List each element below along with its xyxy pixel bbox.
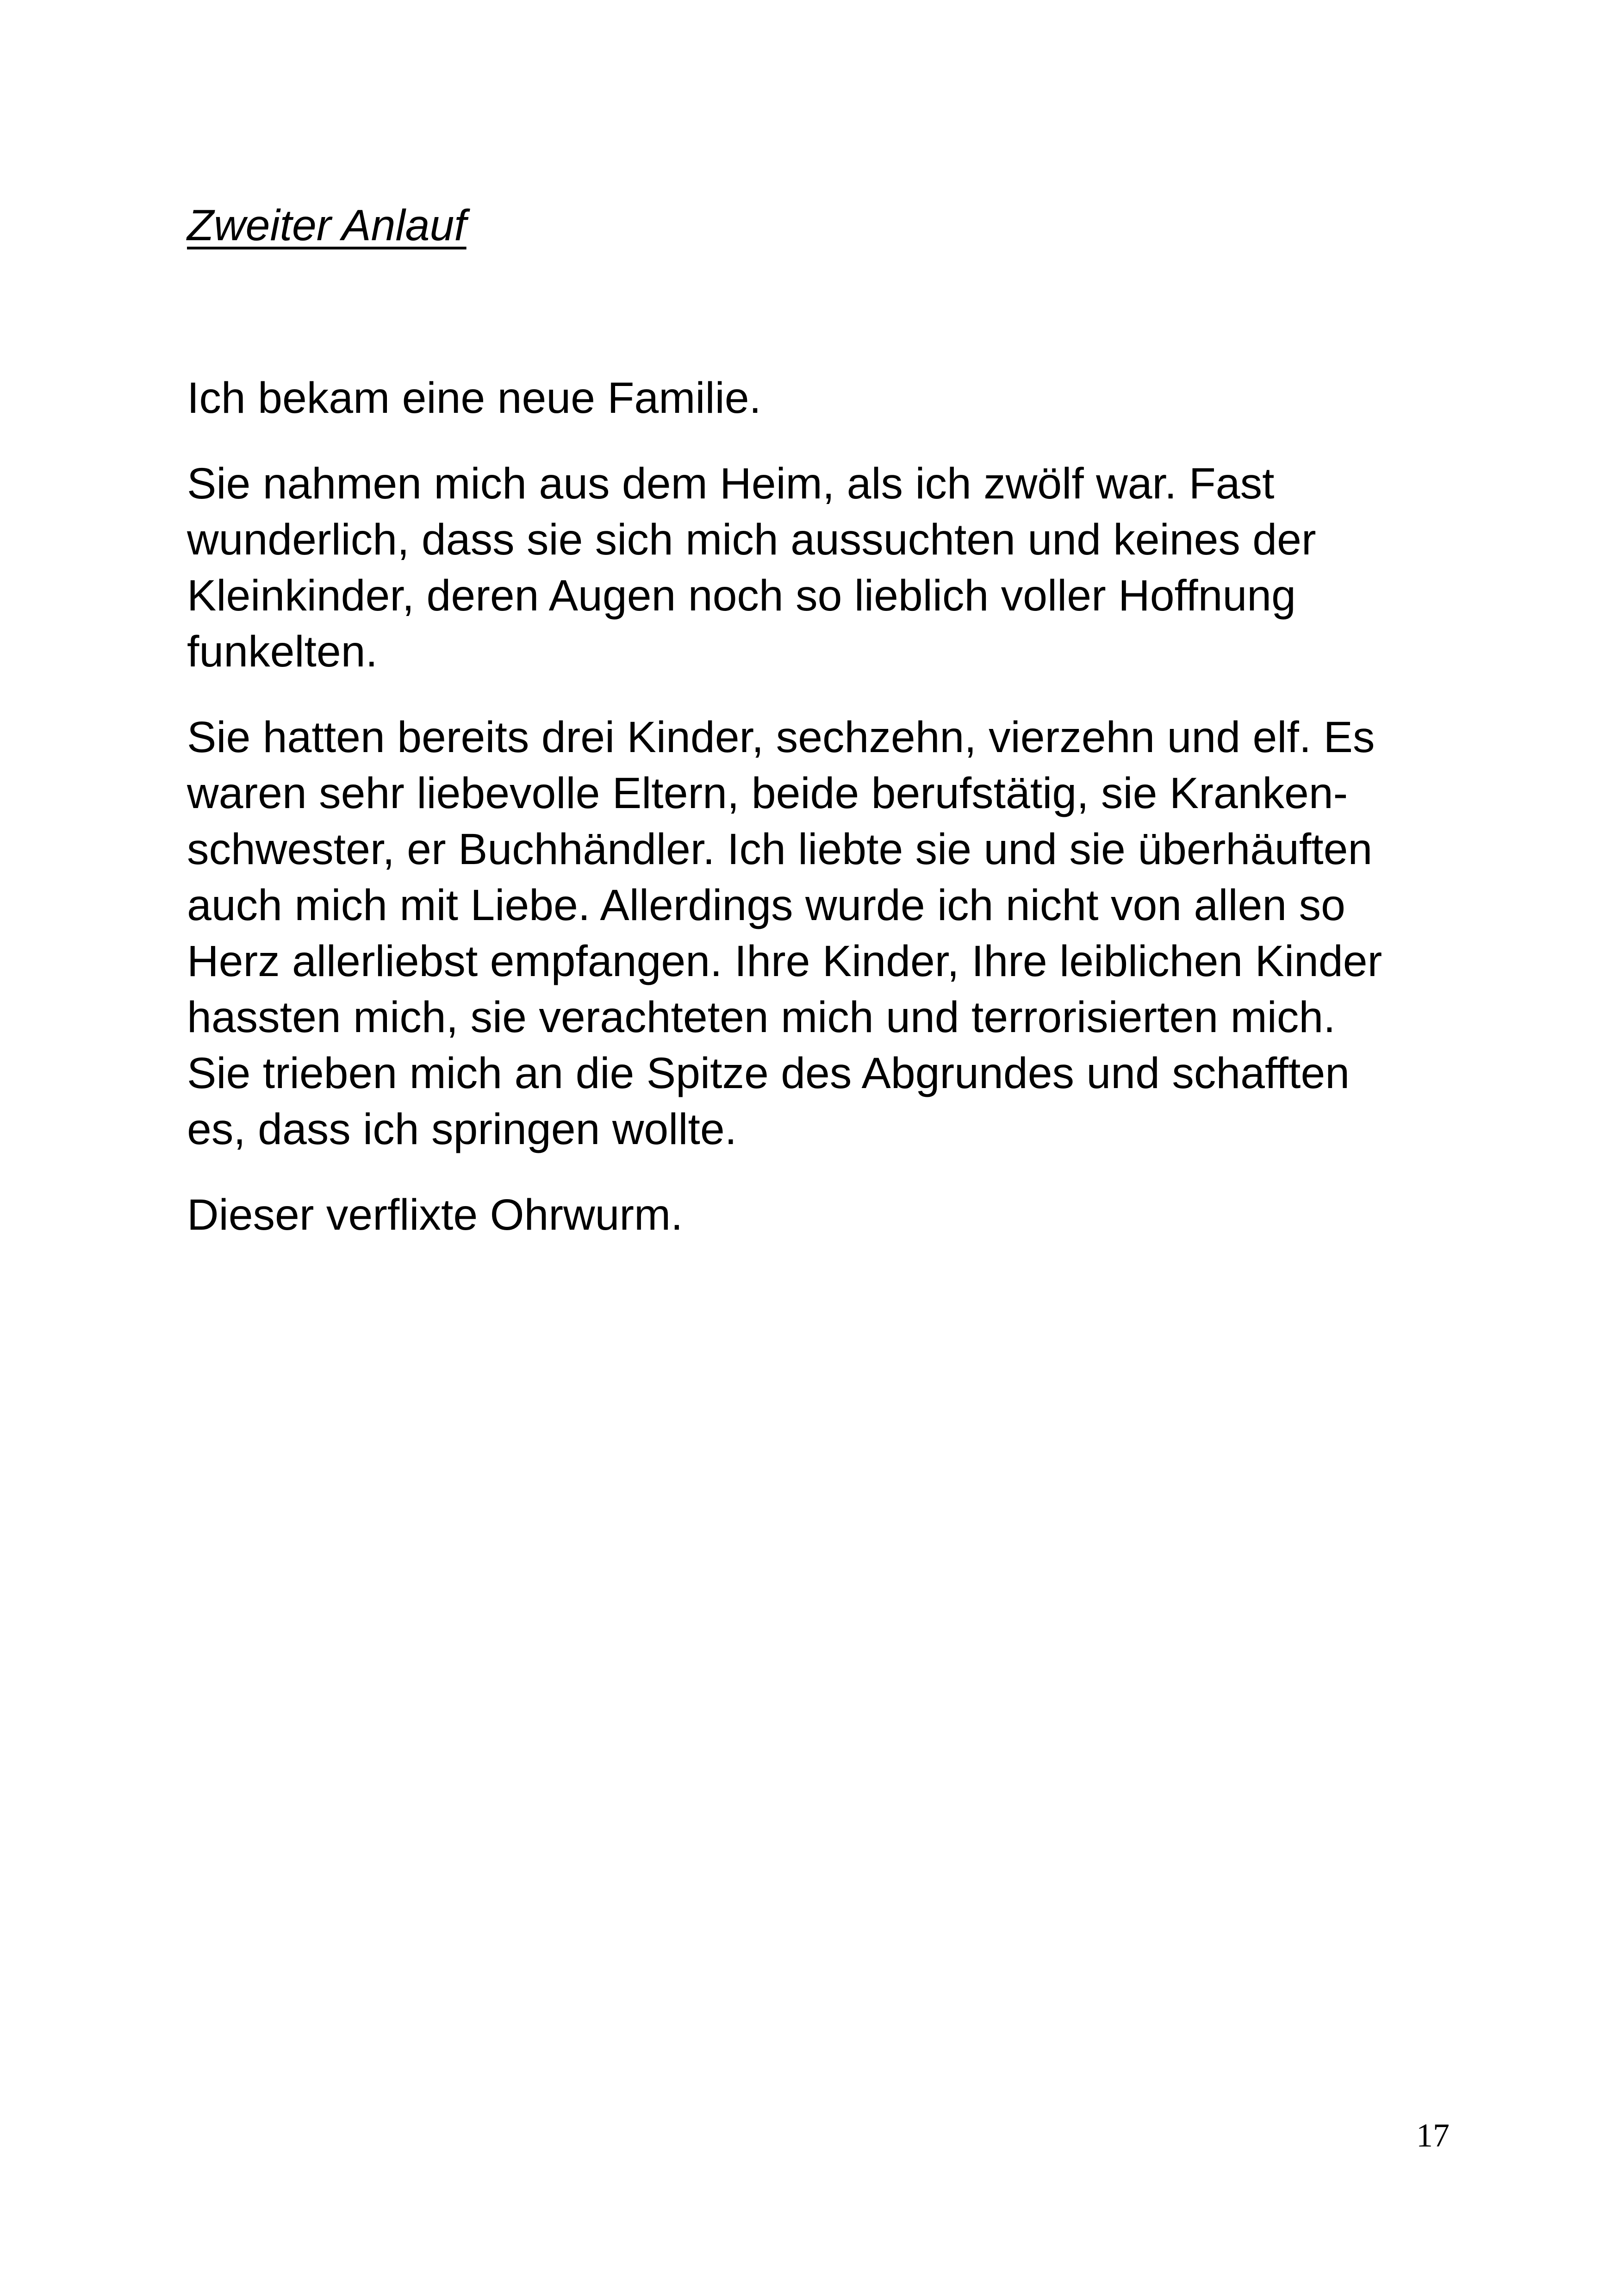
text-line: Sie hatten bereits drei Kinder, sechzehn, vierzehn und elf. Es bbox=[187, 713, 1375, 762]
text-line: hassten mich, sie verachteten mich und terrorisierten mich. bbox=[187, 993, 1336, 1042]
text-line: waren sehr liebevolle Eltern, beide berufstätig, sie Kranken- bbox=[187, 769, 1348, 818]
text-line: Kleinkinder, deren Augen noch so lieblich voller Hoffnung bbox=[187, 571, 1296, 620]
text-line: auch mich mit Liebe. Allerdings wurde ich nicht von allen so bbox=[187, 881, 1345, 930]
chapter-title: Zweiter Anlauf bbox=[187, 201, 467, 250]
text-line: Herz allerliebst empfangen. Ihre Kinder, Ihre leiblichen Kinder bbox=[187, 937, 1382, 986]
paragraph-4 bbox=[187, 1187, 1474, 1243]
text-line: Ich bekam eine neue Familie. bbox=[187, 373, 761, 423]
body-text bbox=[187, 370, 1474, 1273]
paragraph-2 bbox=[187, 456, 1474, 680]
text-line: Sie nahmen mich aus dem Heim, als ich zwölf war. Fast bbox=[187, 459, 1275, 508]
paragraph-3 bbox=[187, 709, 1474, 1157]
page-number: 17 bbox=[1416, 2117, 1450, 2154]
paragraph-1 bbox=[187, 370, 1474, 426]
text-line: funkelten. bbox=[187, 627, 378, 676]
text-line: Dieser verflixte Ohrwurm. bbox=[187, 1190, 683, 1239]
text-line: es, dass ich springen wollte. bbox=[187, 1105, 737, 1154]
text-line: schwester, er Buchhändler. Ich liebte sie und sie überhäuften bbox=[187, 825, 1373, 874]
text-line: Sie trieben mich an die Spitze des Abgrundes und schafften bbox=[187, 1049, 1350, 1098]
text-line: wunderlich, dass sie sich mich aussuchten und keines der bbox=[187, 515, 1316, 564]
